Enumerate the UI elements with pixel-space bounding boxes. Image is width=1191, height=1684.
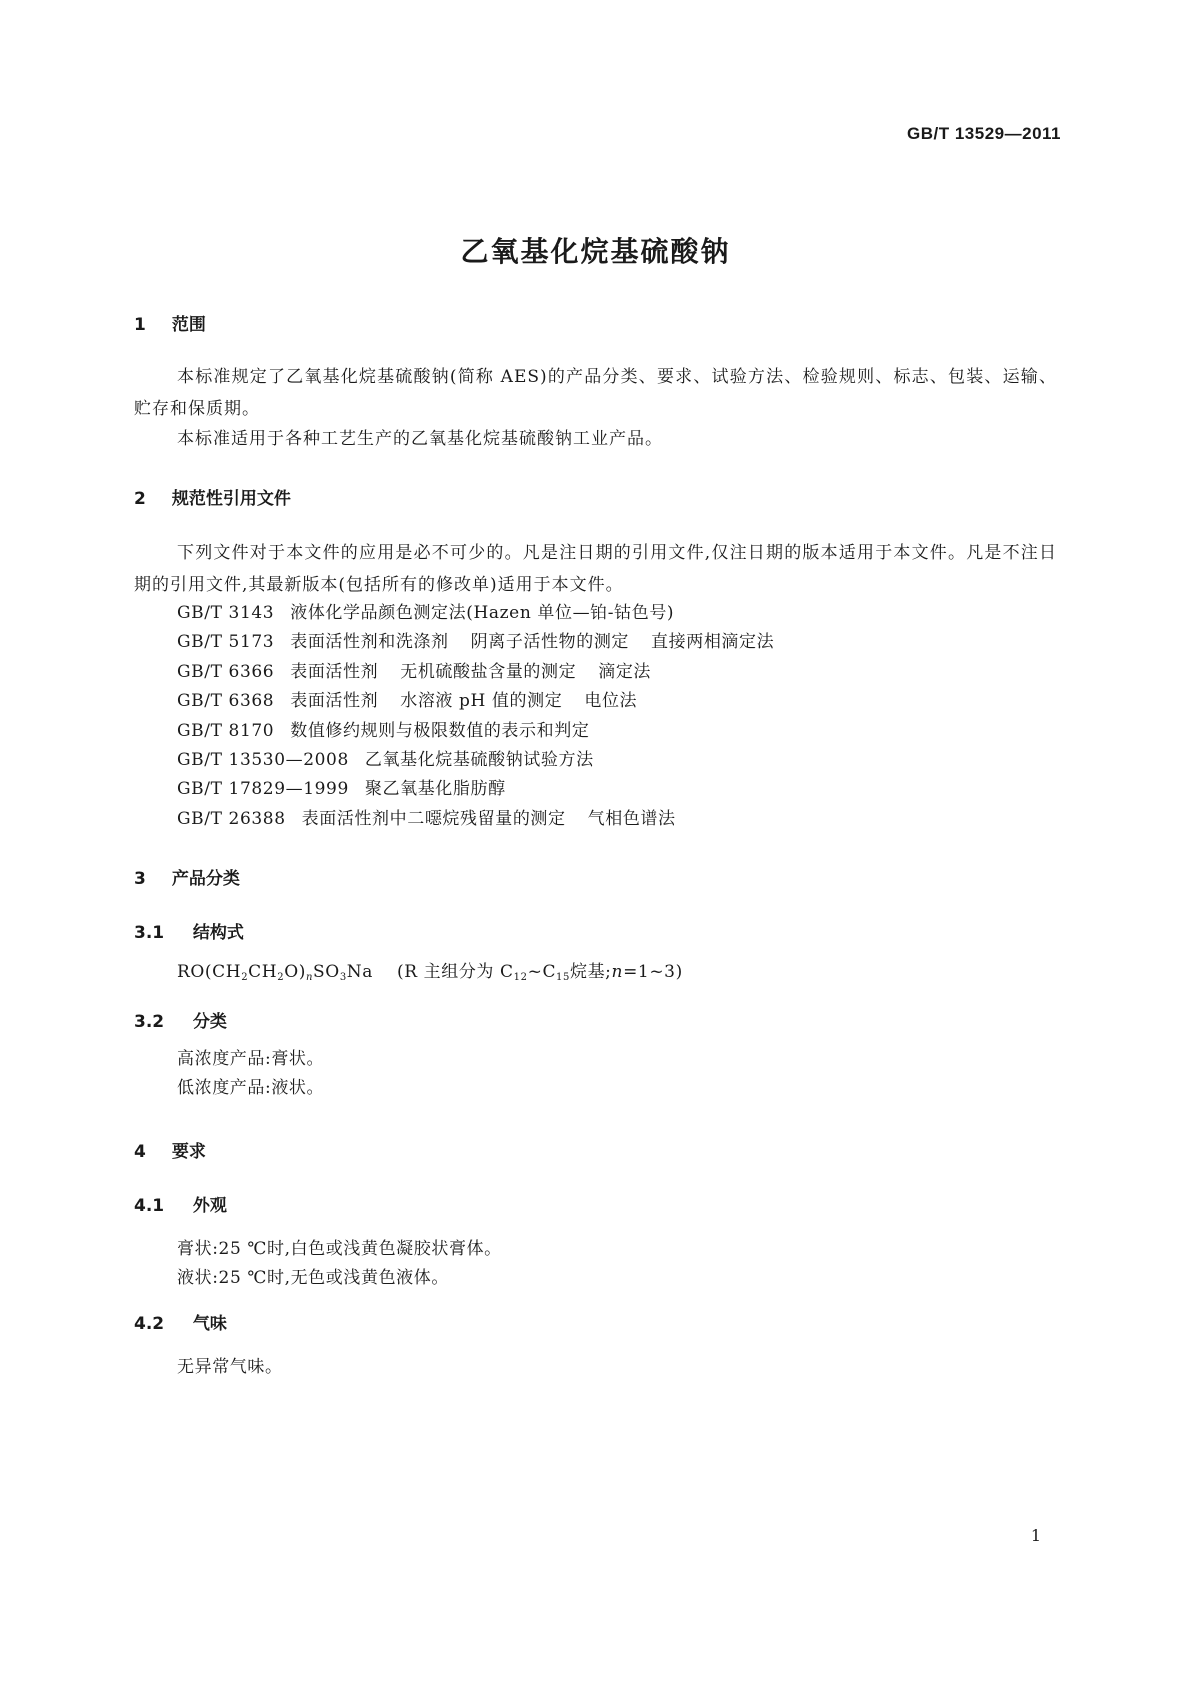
section-title: 产品分类: [171, 869, 240, 889]
standard-code-prefix: GB/T: [907, 124, 950, 143]
subsection-4-2-heading: [134, 1309, 227, 1334]
reference-title-part: 电位法: [584, 691, 638, 712]
reference-title-part: 表面活性剂: [290, 661, 379, 682]
page-number: 1: [1030, 1526, 1041, 1545]
reference-item: [177, 744, 616, 776]
subsection-title: 结构式: [192, 923, 244, 943]
scope-paragraph-2: 本标准适用于各种工艺生产的乙氧基化烷基硫酸钠工业产品。: [177, 429, 663, 449]
section-2-heading: [134, 484, 291, 509]
section-number: 4: [134, 1142, 146, 1162]
appearance-liquid: 液状:25 ℃时,无色或浅黄色液体。: [177, 1268, 449, 1288]
reference-code: GB/T 5173: [177, 632, 275, 653]
reference-item: [177, 803, 698, 835]
standard-code: [907, 124, 1061, 144]
section-4-heading: [134, 1137, 206, 1162]
subsection-number: 4.2: [134, 1314, 165, 1334]
subsection-number: 3.2: [134, 1012, 165, 1032]
reference-title-part: 液体化学品颜色测定法(Hazen 单位—铂-钴色号): [290, 603, 675, 623]
scope-paragraph-1: 本标准规定了乙氧基化烷基硫酸钠(简称 AES)的产品分类、要求、试验方法、检验规则、标志、包装、运输、贮存和保质期。: [134, 367, 1057, 419]
reference-code: GB/T 6368: [177, 691, 275, 712]
reference-title-part: 无机硫酸盐含量的测定: [400, 661, 577, 682]
subsection-title: 气味: [192, 1314, 227, 1334]
reference-code: GB/T 13530—2008: [177, 750, 349, 770]
section-title: 规范性引用文件: [171, 489, 291, 509]
section-title: 范围: [171, 315, 206, 335]
section-number: 3: [134, 869, 146, 889]
reference-item: [177, 773, 528, 805]
reference-item: [177, 685, 659, 717]
reference-title-part: 表面活性剂: [290, 691, 379, 712]
normative-references-intro: 下列文件对于本文件的应用是必不可少的。凡是注日期的引用文件,仅注日期的版本适用于本文件。凡是不注日期的引用文件,其最新版本(包括所有的修改单)适用于本文件。: [134, 543, 1057, 595]
section-3-heading: [134, 864, 240, 889]
classification-high-concentration: 高浓度产品:膏状。: [177, 1049, 325, 1069]
reference-title-part: 数值修约规则与极限数值的表示和判定: [290, 720, 590, 741]
structural-formula: $RO(CH_2CH_2O)_nSO_3Na$ (R 主组分为 $C_{12}\sim C_{15}$烷基;n=1~3): [177, 962, 683, 983]
section-1-heading: [134, 310, 206, 335]
reference-item: [177, 715, 611, 747]
reference-code: GB/T 17829—1999: [177, 779, 349, 800]
reference-item: [177, 597, 696, 629]
reference-item: [177, 656, 673, 688]
subsection-title: 外观: [192, 1196, 227, 1216]
reference-title-part: 水溶液 pH 值的测定: [400, 691, 563, 712]
classification-low-concentration: 低浓度产品:液状。: [177, 1078, 325, 1098]
reference-title-part: 乙氧基化烷基硫酸钠试验方法: [364, 750, 594, 770]
reference-title-part: 气相色谱法: [587, 808, 676, 829]
odor-requirement: 无异常气味。: [177, 1357, 283, 1377]
reference-code: GB/T 6366: [177, 661, 275, 682]
reference-title-part: 滴定法: [598, 661, 652, 682]
appearance-paste: 膏状:25 ℃时,白色或浅黄色凝胶状膏体。: [177, 1239, 502, 1259]
subsection-3-2-heading: [134, 1007, 227, 1032]
reference-code: GB/T 8170: [177, 720, 275, 741]
subsection-number: 3.1: [134, 923, 165, 943]
section-number: 1: [134, 315, 146, 335]
reference-title-part: 直接两相滴定法: [651, 632, 775, 653]
reference-title-part: 聚乙氧基化脂肪醇: [364, 779, 506, 800]
standard-code-number: 13529—2011: [954, 124, 1061, 143]
section-number: 2: [134, 489, 146, 509]
section-title: 要求: [171, 1142, 206, 1162]
reference-item: [177, 626, 796, 658]
reference-code: GB/T 3143: [177, 603, 275, 623]
reference-title-part: 阴离子活性物的测定: [470, 632, 630, 653]
subsection-title: 分类: [192, 1012, 227, 1032]
reference-title-part: 表面活性剂和洗涤剂: [290, 632, 449, 653]
document-title: 乙氧基化烷基硫酸钠: [460, 235, 731, 268]
subsection-3-1-heading: [134, 918, 244, 943]
subsection-4-1-heading: [134, 1191, 227, 1216]
subsection-number: 4.1: [134, 1196, 165, 1216]
reference-code: GB/T 26388: [177, 808, 286, 829]
reference-title-part: 表面活性剂中二噁烷残留量的测定: [301, 808, 566, 829]
